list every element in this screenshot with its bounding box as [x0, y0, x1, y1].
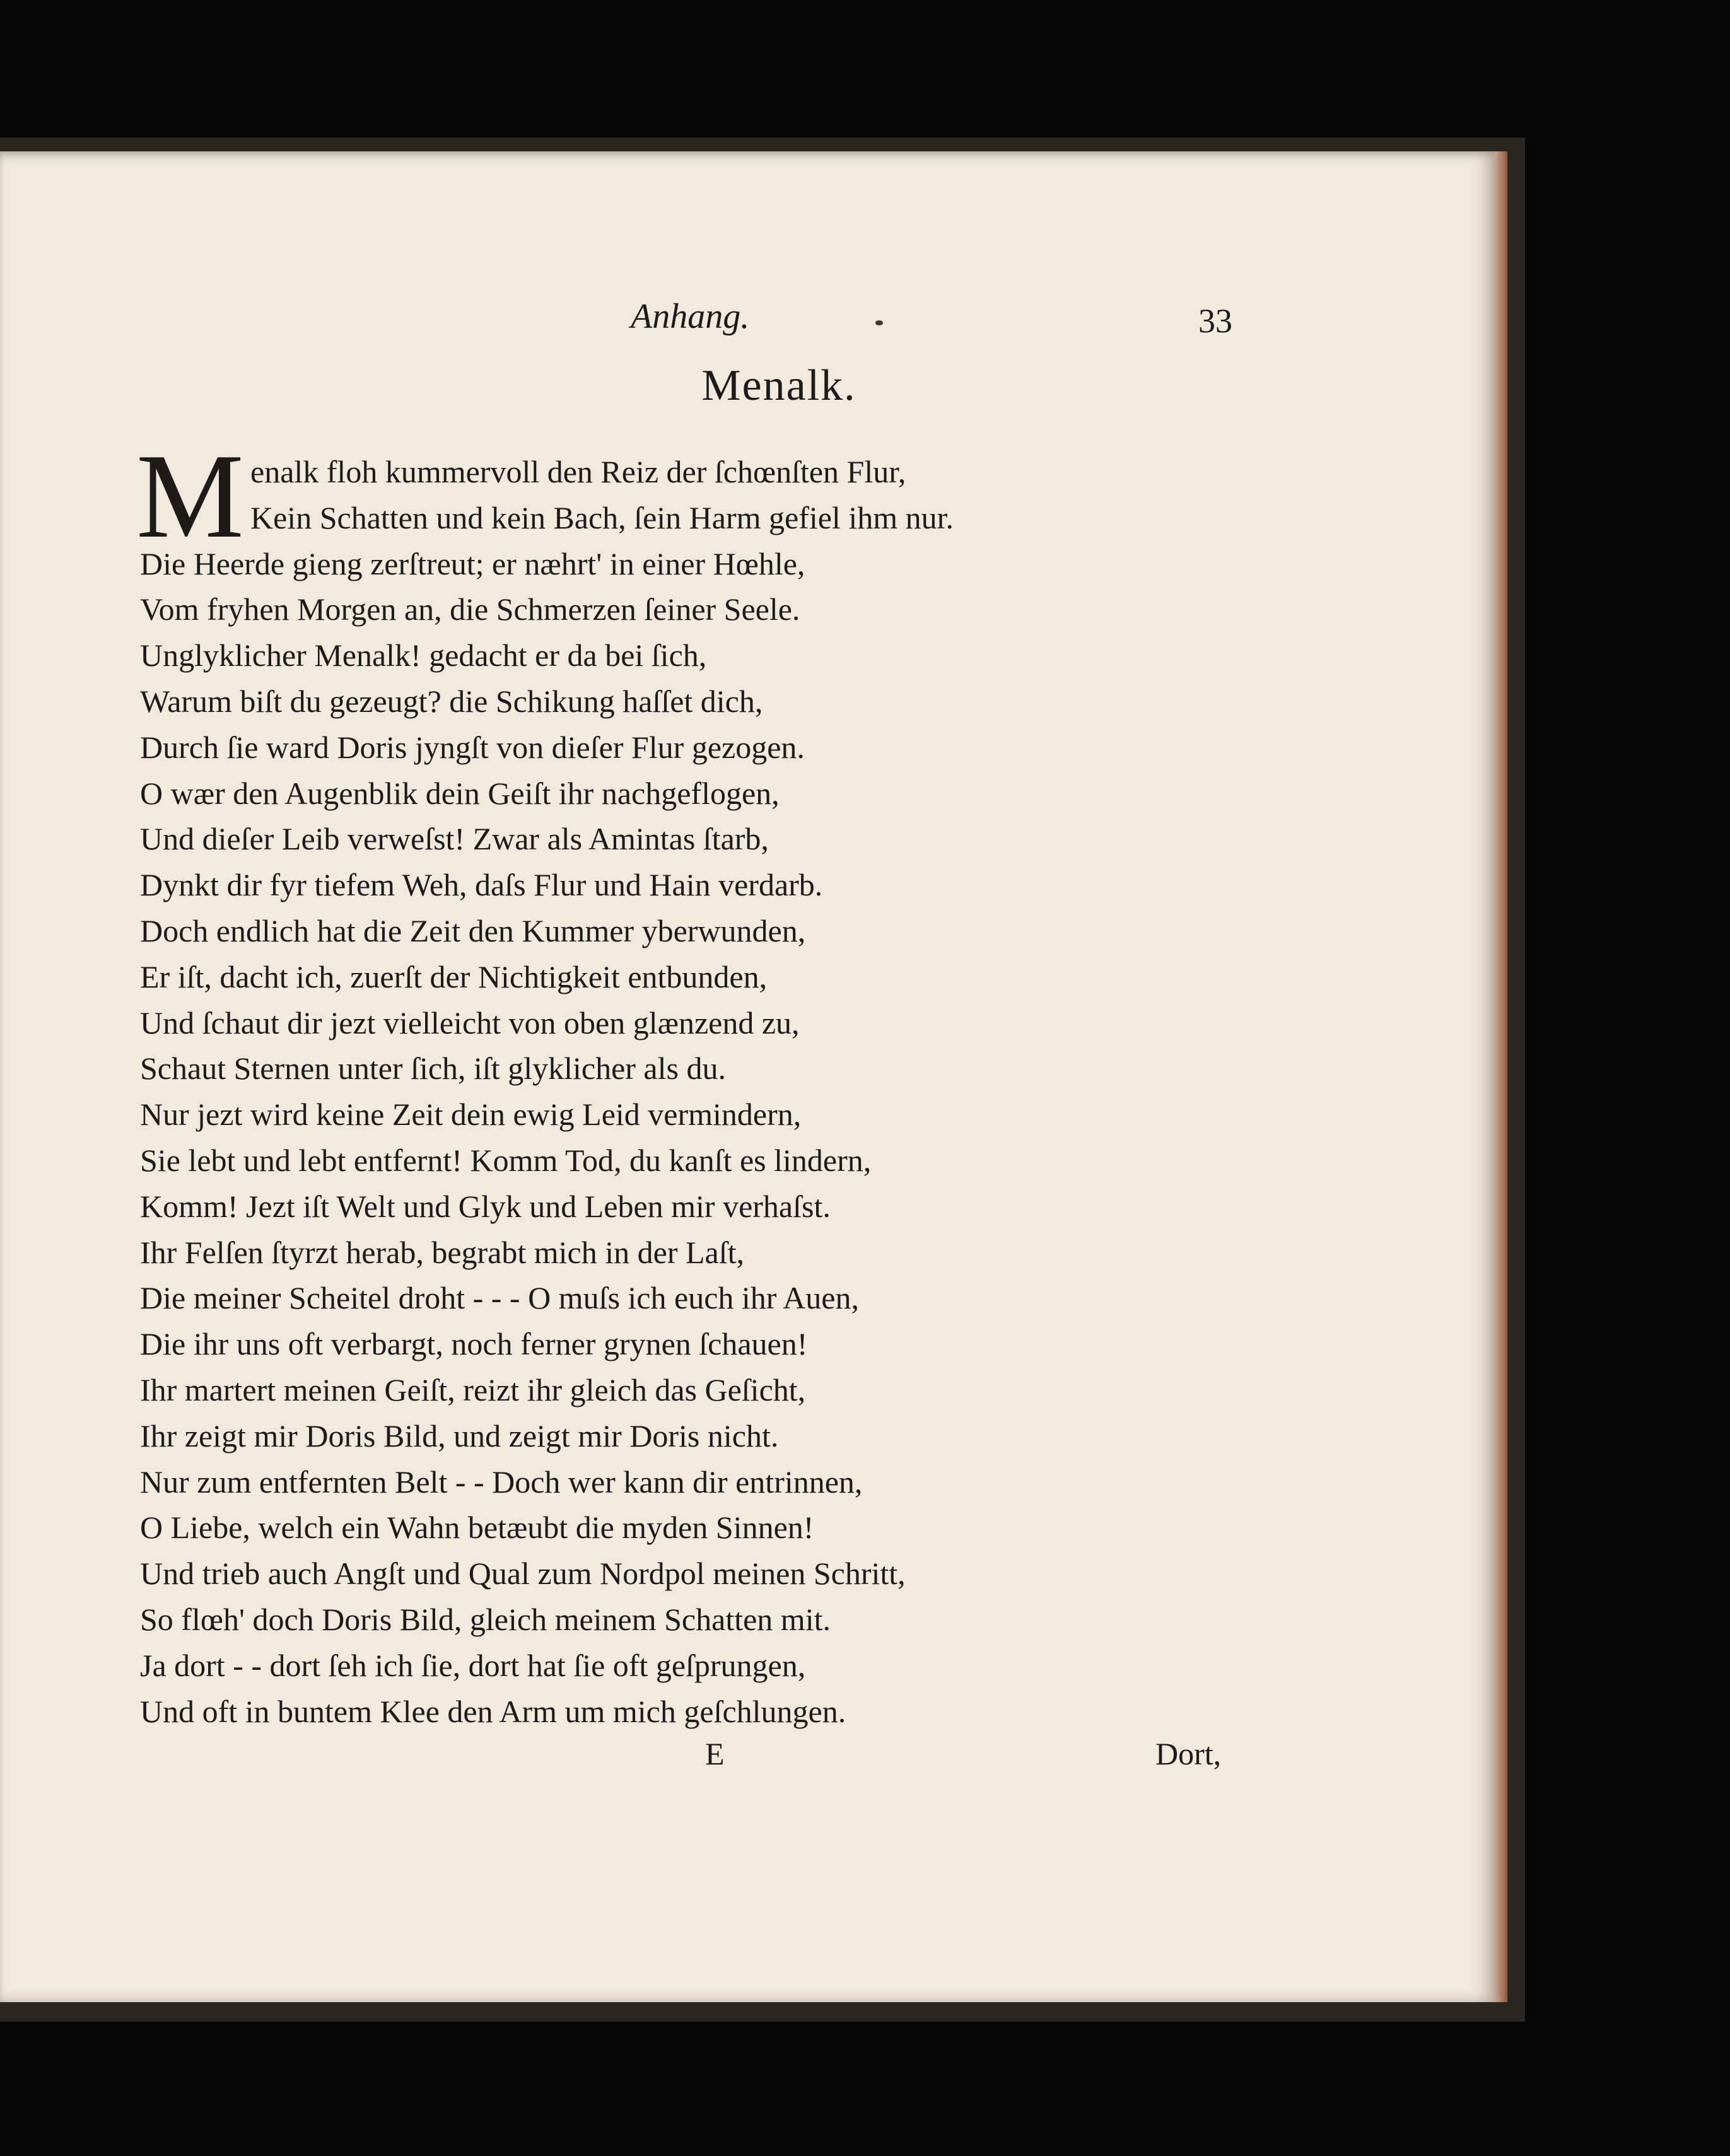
poem-line: Vom fryhen Morgen an, die Schmerzen ſeiner Seele. — [140, 591, 800, 627]
poem-body — [136, 429, 1036, 1734]
catchword: Dort, — [1155, 1736, 1222, 1771]
poem-line: Komm! Jezt iſt Welt und Glyk und Leben mir verhaſst. — [140, 1188, 831, 1224]
poem-line: Durch ſie ward Doris jyngſt von dieſer Flur gezogen. — [140, 729, 805, 765]
poem-line: Ihr Felſen ſtyrzt herab, begrabt mich in der Laſt, — [140, 1234, 744, 1270]
poem-line: Kein Schatten und kein Bach, ſein Harm gefiel ihm nur. — [250, 499, 954, 535]
poem-line: Warum biſt du gezeugt? die Schikung haſſet dich, — [140, 683, 763, 719]
drop-cap: M — [136, 429, 244, 563]
poem-line: Nur jezt wird keine Zeit dein ewig Leid vermindern, — [140, 1097, 802, 1133]
poem-line: Ja dort - - dort ſeh ich ſie, dort hat ſie oft geſprungen, — [140, 1647, 806, 1683]
poem-line: Und dieſer Leib verweſst! Zwar als Amintas ſtarb, — [140, 821, 769, 857]
poem-line: Nur zum entfernten Belt - - Doch wer kann dir entrinnen, — [140, 1464, 863, 1500]
poem-line: Doch endlich hat die Zeit den Kummer yberwunden, — [140, 912, 806, 948]
poem-line: Sie lebt und lebt entfernt! Komm Tod, du kanſt es lindern, — [140, 1142, 872, 1178]
poem-line: Unglyklicher Menalk! gedacht er da bei ſich, — [140, 638, 707, 673]
poem-line: Schaut Sternen unter ſich, iſt glyklicher als du. — [140, 1051, 726, 1087]
page-edge — [1495, 151, 1507, 2002]
poem-line: So flœh' doch Doris Bild, gleich meinem Schatten mit. — [140, 1601, 831, 1637]
poem-line: O wær den Augenblik dein Geiſt ihr nachgeflogen, — [140, 775, 780, 811]
poem-line: Und ſchaut dir jezt vielleicht von oben glænzend zu, — [140, 1005, 800, 1040]
page-number: 33 — [1198, 302, 1232, 340]
poem-line: O Liebe, welch ein Wahn betæubt die myden Sinnen! — [140, 1510, 814, 1546]
poem-line: Und trieb auch Angſt und Qual zum Nordpol meinen Schritt, — [140, 1556, 906, 1592]
poem-title: Menalk. — [701, 361, 856, 410]
ink-speck — [875, 320, 883, 325]
signature-mark: E — [705, 1736, 725, 1771]
poem-line: Ihr zeigt mir Doris Bild, und zeigt mir Doris nicht. — [140, 1418, 779, 1454]
poem-line: Er iſt, dacht ich, zuerſt der Nichtigkeit entbunden, — [140, 959, 768, 994]
poem-line: Die Heerde gieng zerſtreut; er næhrt' in einer Hœhle, — [140, 545, 805, 581]
poem-line: Dynkt dir fyr tiefem Weh, daſs Flur und Hain verdarb. — [140, 867, 823, 903]
poem-line: Die meiner Scheitel droht - - - O muſs ich euch ihr Auen, — [140, 1280, 859, 1316]
poem-line: Ihr martert meinen Geiſt, reizt ihr gleich das Geſicht, — [140, 1372, 806, 1407]
poem-line: Die ihr uns oft verbargt, noch ferner grynen ſchauen! — [140, 1326, 808, 1362]
poem-line: enalk floh kummervoll den Reiz der ſchœnſten Flur, — [250, 454, 906, 489]
poem-line: Und oft in buntem Klee den Arm um mich geſchlungen. — [140, 1693, 846, 1729]
running-head: Anhang. — [631, 297, 750, 336]
